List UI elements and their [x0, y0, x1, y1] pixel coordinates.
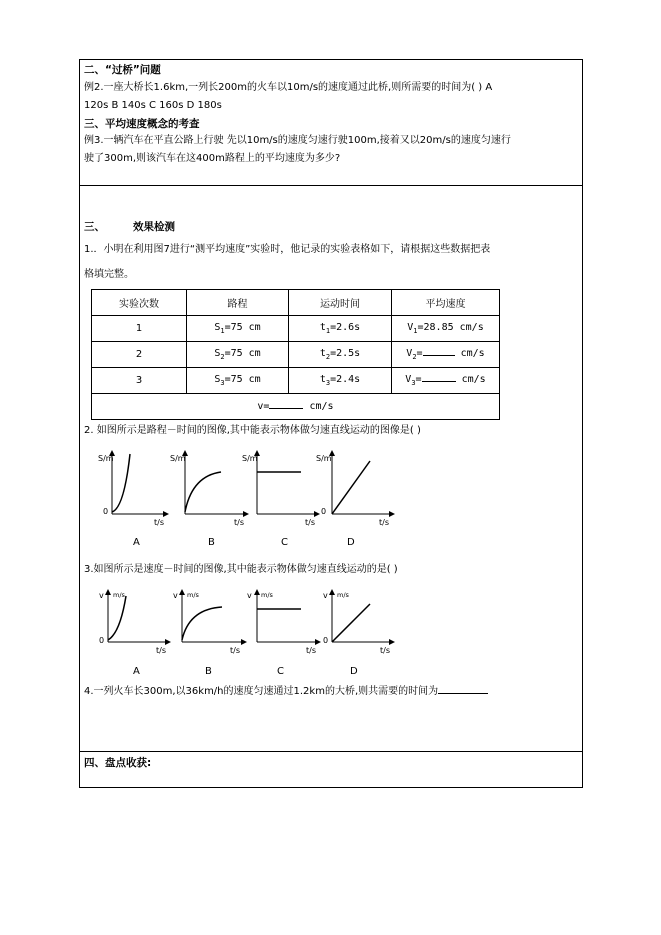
header-time: 运动时间: [289, 290, 392, 316]
vt-graph-a: [99, 591, 168, 655]
x-axis-label: t/s: [156, 646, 166, 655]
st-graphs: [94, 448, 404, 528]
x-axis-label: t/s: [306, 646, 316, 655]
q1-line2: 格填完整。: [84, 269, 134, 280]
cell-time: $t_3=2.4s$: [289, 368, 392, 394]
section3-heading: 三、平均速度概念的考查: [84, 118, 200, 130]
y-axis-label: S/m: [170, 454, 186, 463]
example2-line2: 120s B 140s C 160s D 180s: [84, 100, 222, 111]
answer-blank[interactable]: [269, 408, 303, 409]
st-graph-d: [316, 453, 392, 527]
cell-trial: 1: [92, 316, 187, 342]
header-trial: 实验次数: [92, 290, 187, 316]
x-axis-label: t/s: [234, 518, 244, 527]
vt-option-a[interactable]: A: [133, 666, 140, 677]
x-axis-label: t/s: [230, 646, 240, 655]
st-option-d[interactable]: D: [347, 537, 355, 548]
y-axis-unit: m/s: [113, 591, 125, 599]
st-option-a[interactable]: A: [133, 537, 140, 548]
vt-option-b[interactable]: B: [205, 666, 212, 677]
table-row: [92, 316, 500, 342]
effect-heading-text: 效果检测: [133, 221, 175, 233]
divider-1: [79, 185, 583, 186]
origin-label: 0: [321, 507, 327, 516]
y-axis-unit: m/s: [337, 591, 349, 599]
cell-trial: 3: [92, 368, 187, 394]
answer-blank[interactable]: [438, 693, 488, 694]
example3-line1: 例3.一辆汽车在平直公路上行驶 先以10m/s的速度匀速行驶100m,接着又以20m/s的速度匀速行: [84, 135, 511, 146]
cell-speed: $V_1=28.85$ cm/s: [392, 316, 500, 342]
q3-text: 3.如图所示是速度－时间的图像,其中能表示物体做匀速直线运动的是( ): [84, 564, 398, 575]
y-axis-label: v: [173, 591, 178, 600]
example3-line2: 驶了300m,则该汽车在这400m路程上的平均速度为多少?: [84, 153, 341, 164]
y-axis-label: S/m: [316, 454, 332, 463]
example2-line1: 例2.一座大桥长1.6km,一列长200m的火车以10m/s的速度通过此桥,则所需要的时间为( ) A: [84, 82, 493, 93]
st-graph-b: [170, 453, 246, 527]
vt-graph-b: [173, 591, 244, 655]
origin-label: 0: [323, 636, 329, 645]
origin-label: 0: [103, 507, 109, 516]
header-distance: 路程: [187, 290, 289, 316]
y-axis-label: v: [99, 591, 104, 600]
cell-time: $t_2=2.5s$: [289, 342, 392, 368]
cell-speed: $V_3= cm/s$: [392, 368, 500, 394]
vt-graphs: [94, 587, 404, 657]
y-axis-unit: m/s: [187, 591, 199, 599]
cell-distance: $S_3=75$ cm: [187, 368, 289, 394]
answer-blank[interactable]: [423, 355, 455, 356]
vt-graph-c: [247, 591, 318, 655]
x-axis-label: t/s: [380, 646, 390, 655]
experiment-table: [91, 289, 500, 420]
section2-heading: 二、“过桥”问题: [84, 64, 161, 76]
x-axis-label: t/s: [379, 518, 389, 527]
cell-average-speed: v= cm/s: [92, 394, 500, 420]
y-axis-label: v: [323, 591, 328, 600]
q1-line1: 1.．小明在利用图7进行“测平均速度”实验时，他记录的实验表格如下，请根据这些数据把表: [84, 244, 491, 255]
q4-text: 4.一列火车长300m,以36km/h的速度匀速通过1.2km的大桥,则共需要的时间为: [84, 685, 488, 699]
st-option-c[interactable]: C: [281, 537, 288, 548]
table-row: [92, 342, 500, 368]
vt-option-d[interactable]: D: [350, 666, 358, 677]
y-axis-label: S/m: [242, 454, 258, 463]
cell-speed: $V_2= cm/s$: [392, 342, 500, 368]
st-option-b[interactable]: B: [208, 537, 215, 548]
table-header-row: [92, 290, 500, 316]
divider-2: [79, 751, 583, 752]
st-graph-a: [98, 453, 166, 527]
table-footer-row: [92, 394, 500, 420]
x-axis-label: t/s: [305, 518, 315, 527]
cell-trial: 2: [92, 342, 187, 368]
origin-label: 0: [99, 636, 105, 645]
x-axis-label: t/s: [154, 518, 164, 527]
st-graph-c: [242, 453, 317, 527]
y-axis-label: S/m: [98, 454, 114, 463]
table-row: [92, 368, 500, 394]
y-axis-unit: m/s: [261, 591, 273, 599]
answer-blank[interactable]: [422, 381, 456, 382]
effect-heading-num: 三、: [84, 221, 105, 233]
cell-time: $t_1=2.6s$: [289, 316, 392, 342]
cell-distance: $S_1=75$ cm: [187, 316, 289, 342]
vt-graph-d: [323, 591, 392, 655]
header-speed: 平均速度: [392, 290, 500, 316]
q2-text: 2. 如图所示是路程－时间的图像,其中能表示物体做匀速直线运动的图像是( ): [84, 425, 421, 436]
cell-distance: $S_2=75$ cm: [187, 342, 289, 368]
vt-option-c[interactable]: C: [277, 666, 284, 677]
section4-heading: 四、盘点收获:: [84, 757, 152, 769]
y-axis-label: v: [247, 591, 252, 600]
